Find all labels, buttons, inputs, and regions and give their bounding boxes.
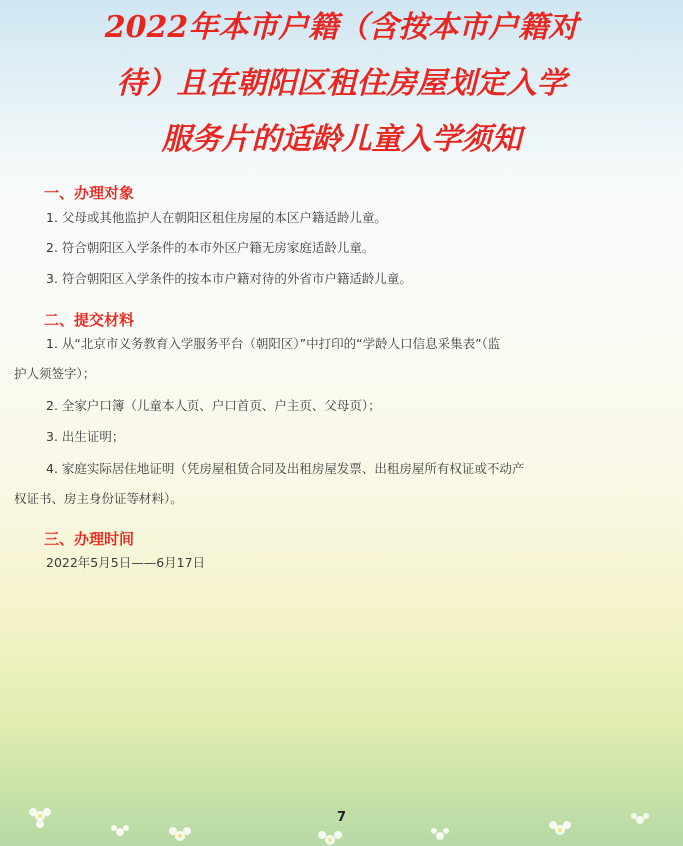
section-heading-target: 一、办理对象: [44, 184, 135, 202]
time-range: 2022年5月5日——6月17日: [46, 555, 206, 570]
target-item-3: 3. 符合朝阳区入学条件的按本市户籍对待的外省市户籍适龄儿童。: [46, 271, 412, 286]
section-heading-materials: 二、提交材料: [44, 311, 135, 329]
section-heading-time: 三、办理时间: [44, 530, 135, 548]
flower-decoration: [0, 736, 683, 846]
title-line-3: 服务片的适龄儿童入学须知: [161, 122, 522, 157]
material-item-1-line-1: 1. 从“北京市义务教育入学服务平台（朝阳区）”中打印的“学龄人口信息采集表”（监: [46, 336, 501, 351]
target-item-1: 1. 父母或其他监护人在朝阳区租住房屋的本区户籍适龄儿童。: [46, 210, 387, 225]
title-line-2: 待）且在朝阳区租住房屋划定入学: [116, 66, 567, 101]
page-title: [0, 0, 683, 168]
material-item-4-line-2: 权证书、房主身份证等材料）。: [14, 491, 183, 506]
material-item-2: 2. 全家户口簿（儿童本人页、户口首页、户主页、父母页）；: [46, 398, 381, 413]
target-item-2: 2. 符合朝阳区入学条件的本市外区户籍无房家庭适龄儿童。: [46, 240, 375, 255]
material-item-4-line-1: 4. 家庭实际居住地证明（凭房屋租赁合同及出租房屋发票、出租房屋所有权证或不动产: [46, 461, 525, 476]
title-line-1: 2022年本市户籍（含按本市户籍对: [104, 10, 579, 45]
page-number: 7: [336, 810, 347, 825]
material-item-3: 3. 出生证明；: [46, 429, 125, 444]
material-item-1-line-2: 护人须签字）；: [14, 366, 96, 381]
